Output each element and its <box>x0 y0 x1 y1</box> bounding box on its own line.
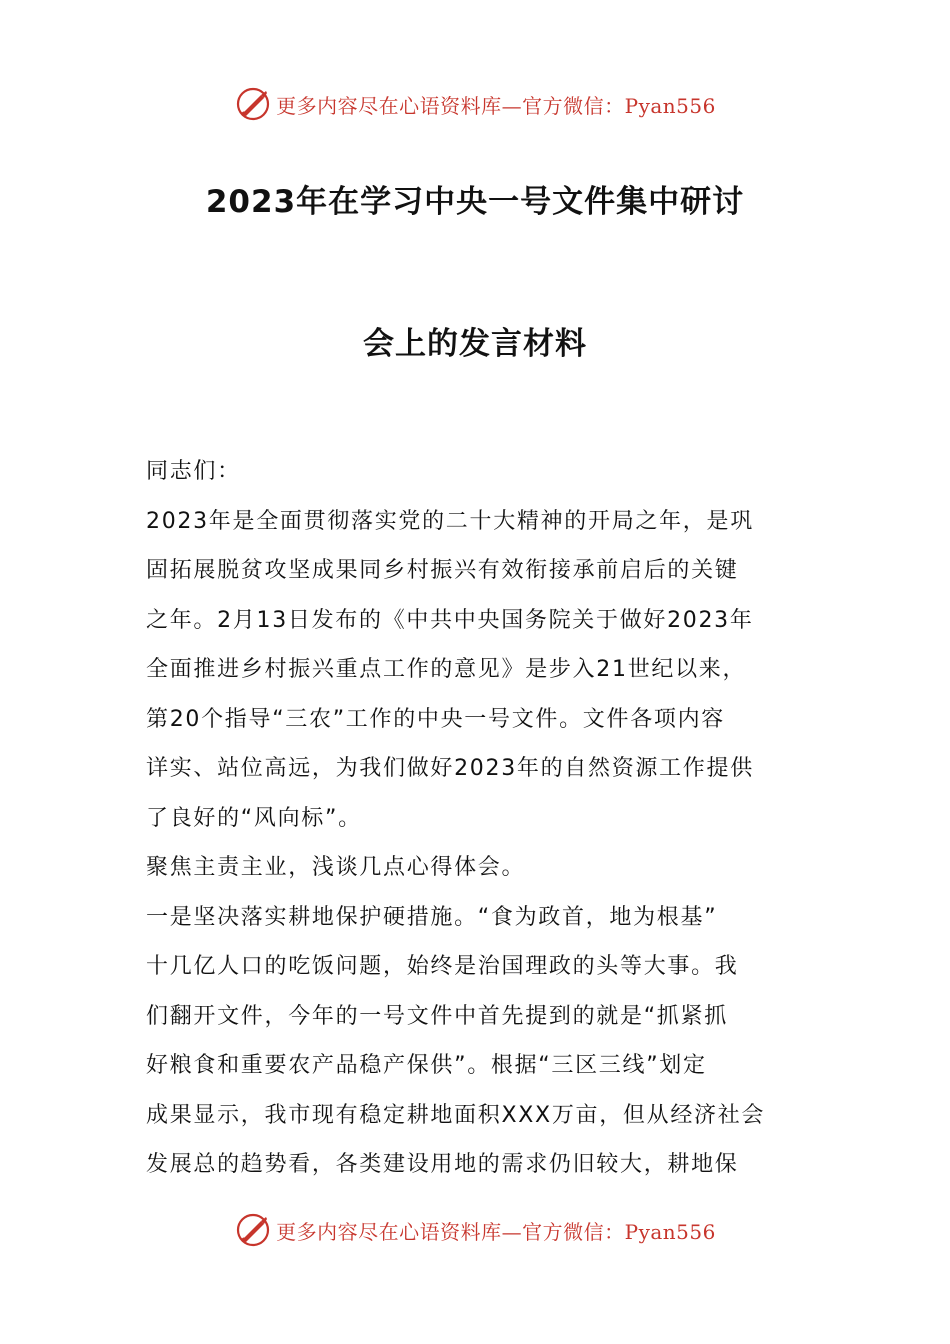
body-line: 了良好的“风向标”。 <box>146 805 362 831</box>
document-title-line-2: 会上的发言材料 <box>363 326 587 362</box>
watermark-text: 更多内容尽在心语资料库—官方微信：Pyan556 <box>276 93 716 118</box>
body-line: 之年。2月13日发布的《中共中央国务院关于做好2023年 <box>146 607 754 633</box>
body-line: 2023年是全面贯彻落实党的二十大精神的开局之年，是巩 <box>146 508 754 534</box>
document-title-line-1: 2023年在学习中央一号文件集中研讨 <box>205 184 745 220</box>
pen-nib-logo-icon <box>234 85 272 123</box>
header-watermark <box>0 82 950 126</box>
footer-watermark <box>0 1208 950 1252</box>
body-line: 第20个指导“三农”工作的中央一号文件。文件各项内容 <box>146 706 725 732</box>
pen-nib-logo-icon <box>234 1211 272 1249</box>
body-line: 聚焦主责主业，浅谈几点心得体会。 <box>146 855 526 880</box>
body-line: 成果显示，我市现有稳定耕地面积XXX万亩，但从经济社会 <box>146 1102 766 1128</box>
body-line: 固拓展脱贫攻坚成果同乡村振兴有效衔接承前启后的关键 <box>146 558 739 583</box>
body-line: 们翻开文件，今年的一号文件中首先提到的就是“抓紧抓 <box>146 1003 728 1029</box>
body-line: 发展总的趋势看，各类建设用地的需求仍旧较大，耕地保 <box>146 1152 739 1177</box>
body-line: 好粮食和重要农产品稳产保供”。根据“三区三线”划定 <box>146 1053 707 1078</box>
watermark-text: 更多内容尽在心语资料库—官方微信：Pyan556 <box>276 1219 716 1244</box>
body-line: 一是坚决落实耕地保护硬措施。“食为政首，地为根基” <box>146 904 718 930</box>
body-line: 同志们： <box>146 459 241 484</box>
body-line: 全面推进乡村振兴重点工作的意见》是步入21世纪以来， <box>146 657 747 682</box>
document-body <box>146 447 816 1190</box>
body-line: 详实、站位高远，为我们做好2023年的自然资源工作提供 <box>146 756 754 781</box>
body-line: 十几亿人口的吃饭问题，始终是治国理政的头等大事。我 <box>146 954 739 979</box>
